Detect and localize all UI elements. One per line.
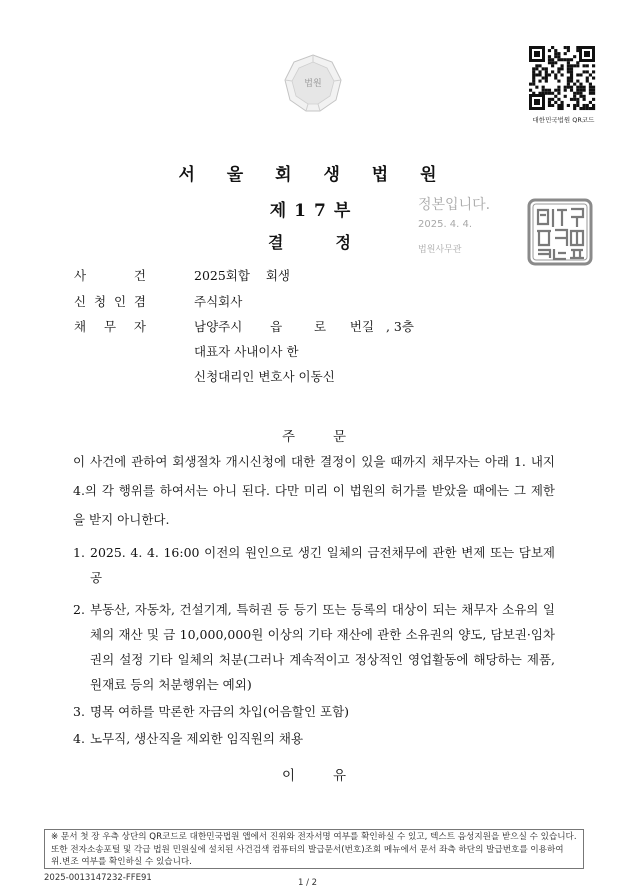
certified-copy-stamp: 정본입니다. xyxy=(418,197,491,213)
case-number: 2025회합 회생 xyxy=(194,268,291,283)
label-char: 청 xyxy=(93,294,107,309)
page-number: 1 / 2 xyxy=(298,878,318,888)
item-number: 4. xyxy=(73,731,85,746)
order-item xyxy=(73,597,555,697)
item-number: 2. xyxy=(73,602,85,617)
label-char: 자 xyxy=(133,319,146,334)
label-char: 건 xyxy=(133,268,146,283)
order-items-list xyxy=(73,540,555,751)
label-char: 신 xyxy=(74,294,87,309)
emblem-text: 법원 xyxy=(304,79,322,89)
stamp-office: 법원사무관 xyxy=(418,245,462,255)
qr-code-icon[interactable] xyxy=(528,45,596,111)
issuance-number: 2025-0013147232-FFE91 xyxy=(44,873,152,883)
debtor-address: 남양주시 읍 로 번길 , 3층 xyxy=(194,319,414,334)
division-title: 제17부 xyxy=(269,201,359,221)
order-item xyxy=(73,726,555,751)
stamp-date: 2025. 4. 4. xyxy=(418,219,473,230)
label-char: 인 xyxy=(113,294,127,309)
case-label xyxy=(74,266,174,284)
order-heading: 주문 xyxy=(281,429,385,445)
order-item xyxy=(73,540,555,590)
official-seal-icon xyxy=(527,198,593,266)
document-type: 결정 xyxy=(268,233,403,252)
verification-notice: ※ 문서 첫 장 우측 상단의 QR코드로 대한민국법원 앱에서 진위와 전자서명 여부를 확인하실 수 있고, 텍스트 음성지원을 받으실 수 있습니다. 또한 전자소송포털 및 각급 법원 민원실에 설치된 사건검색 컴퓨터의 발급문서(번호)조회 메뉴에서 문서 좌측 하단의 발급번호를 이용하여 위.변조 여부를 확인하실 수 있습니다. xyxy=(44,829,584,869)
debtor-label xyxy=(74,317,174,335)
applicant-agent: 신청대리인 변호사 이동신 xyxy=(194,369,335,384)
item-text: 2025. 4. 4. 16:00 이전의 원인으로 생긴 일체의 금전채무에 관한 변제 또는 담보제공 xyxy=(90,545,555,585)
applicant-name: 주식회사 xyxy=(194,294,243,309)
debtor-representative: 대표자 사내이사 한 xyxy=(194,344,299,359)
label-char: 채 xyxy=(74,319,87,334)
label-char: 무 xyxy=(103,319,117,334)
court-name: 서 울 회 생 법 원 xyxy=(178,165,450,185)
label-char: 겸 xyxy=(133,294,146,309)
applicant-label xyxy=(74,292,174,310)
item-text: 부동산, 자동차, 건설기계, 특허권 등 등기 또는 등록의 대상이 되는 채무자 소유의 일체의 재산 및 금 10,000,000원 이상의 기타 재산에 관한 소유권의 양도, 담보권·임차권의 설정 기타 일체의 처분(그러나 계속적이고 정상적인 영업활동에 해당하는 제품, 원재료 등의 처분행위는 예외) xyxy=(90,602,555,692)
order-item xyxy=(73,699,555,724)
label-char: 사 xyxy=(74,268,87,283)
order-text: 이 사건에 관하여 회생절차 개시신청에 대한 결정이 있을 때까지 채무자는 아래 1. 내지 4.의 각 행위를 하여서는 아니 된다. 다만 미리 이 법원의 허가를 받았을 때에는 그 제한을 받지 아니한다. xyxy=(73,454,555,527)
qr-code-label: 대한민국법원 QR코드 xyxy=(532,116,595,124)
reason-heading: 이유 xyxy=(281,768,385,784)
item-text: 명목 여하를 막론한 자금의 차입(어음할인 포함) xyxy=(90,704,350,719)
item-number: 1. xyxy=(73,545,85,560)
item-text: 노무직, 생산직을 제외한 임직원의 채용 xyxy=(90,731,304,746)
court-emblem-icon xyxy=(282,52,344,114)
item-number: 3. xyxy=(73,704,85,719)
